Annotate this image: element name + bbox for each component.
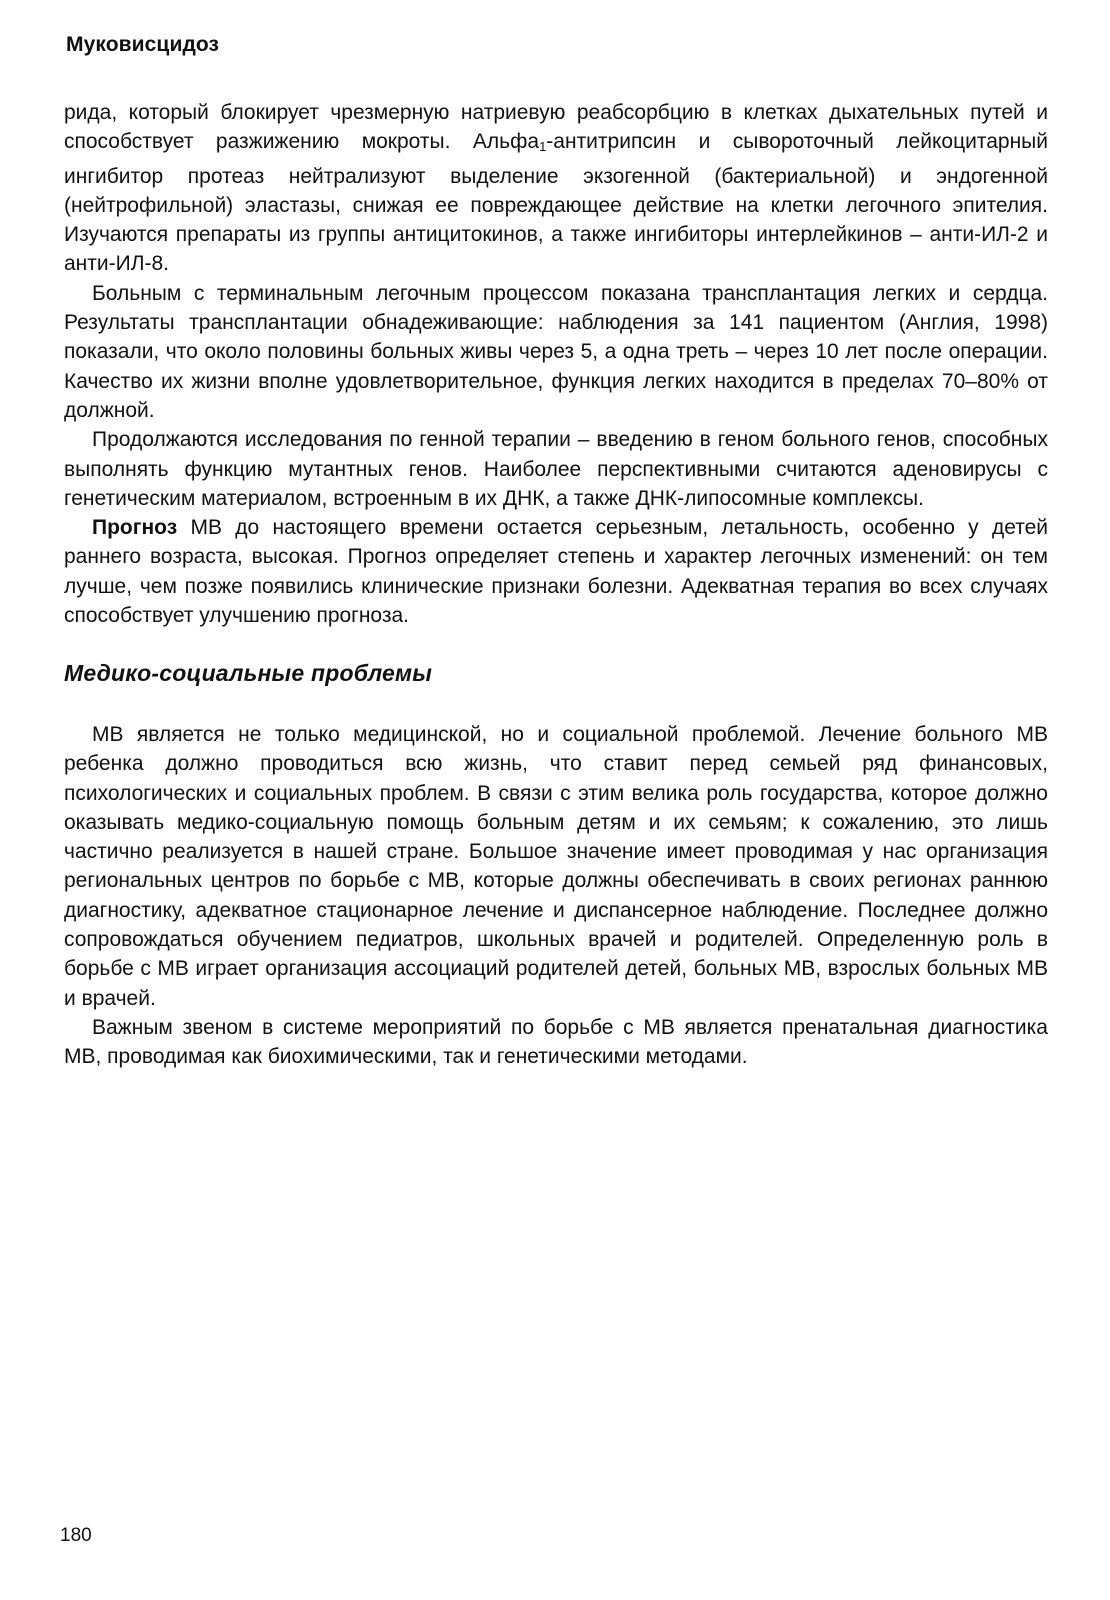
section-heading: Медико-социальные проблемы xyxy=(64,660,433,686)
prognosis-term: Прогноз xyxy=(92,516,178,540)
subscript: 1 xyxy=(539,139,547,155)
running-head: Муковисцидоз xyxy=(66,33,220,56)
page-number: 180 xyxy=(60,1525,92,1546)
paragraph-text: МВ до настоящего времени остается серьезным, летальность, особенно у детей раннего возраста, высокая. Прогноз определяет степень и характер легочных изменений: он тем лучше, чем позже появились клинические признаки болезни. Адекватная терапия во всех случаях способствует улучшению прогноза. xyxy=(64,516,1048,628)
text-block-social xyxy=(64,720,1048,1072)
paragraph-gene-therapy: Продолжаются исследования по генной терапии – введению в геном больного генов, способных выполнять функцию мутантных генов. Наиболее перспективными считаются аденовирусы с генетическим материалом, встроенным в их ДНК, а также ДНК-липосомные комплексы. xyxy=(64,428,1048,510)
text-block-treatment xyxy=(64,98,1048,630)
paragraph-social-problem: МВ является не только медицинской, но и социальной проблемой. Лечение больного МВ ребенка должно проводиться всю жизнь, что ставит перед семьей ряд финансовых, психологических и социальных проблем. В связи с этим велика роль государства, которое должно оказывать медико-социальную помощь больным детям и их семьям; к сожалению, это лишь частично реализуется в нашей стране. Большое значение имеет проводимая у нас организация региональных центров по борьбе с МВ, которые должны обеспечивать в своих регионах раннюю диагностику, адекватное стационарное лечение и диспансерное наблюдение. Последнее должно сопровождаться обучением педиатров, школьных врачей и родителей. Определенную роль в борьбе с МВ играет организация ассоциаций родителей детей, больных МВ, взрослых больных МВ и врачей. xyxy=(64,723,1048,1010)
paragraph-prenatal-diagnostics: Важным звеном в системе мероприятий по борьбе с МВ является пренатальная диагностика МВ, проводимая как биохимическими, так и генетическими методами. xyxy=(64,1015,1048,1069)
paragraph-continued xyxy=(64,98,1048,279)
paragraph-text: -антитрипсин и сывороточный лейкоцитарный ингибитор протеаз нейтрализуют выделение экзогенной (бактериальной) и эндогенной (нейтрофильной) эластазы, снижая ее повреждающее действие на клетки легочного эпителия. Изучаются препараты из группы антицитокинов, а также ингибиторы интерлейкинов – анти-ИЛ-2 и анти-ИЛ-8. xyxy=(64,130,1048,276)
paragraph-text: рида, который блокирует чрезмерную натриевую реабсорбцию в клетках дыхательных путей и способствует разжижению мокроты. Альфа xyxy=(64,101,1048,154)
paragraph-transplantation: Больным с терминальным легочным процессом показана трансплантация легких и сердца. Результаты трансплантации обнадеживающие: наблюдения за 141 пациентом (Англия, 1998) показали, что около половины больных живы через 5, а одна треть – через 10 лет после операции. Качество их жизни вполне удовлетворительное, функция легких находится в пределах 70–80% от должной. xyxy=(64,281,1048,422)
paragraph-prognosis xyxy=(64,513,1048,630)
